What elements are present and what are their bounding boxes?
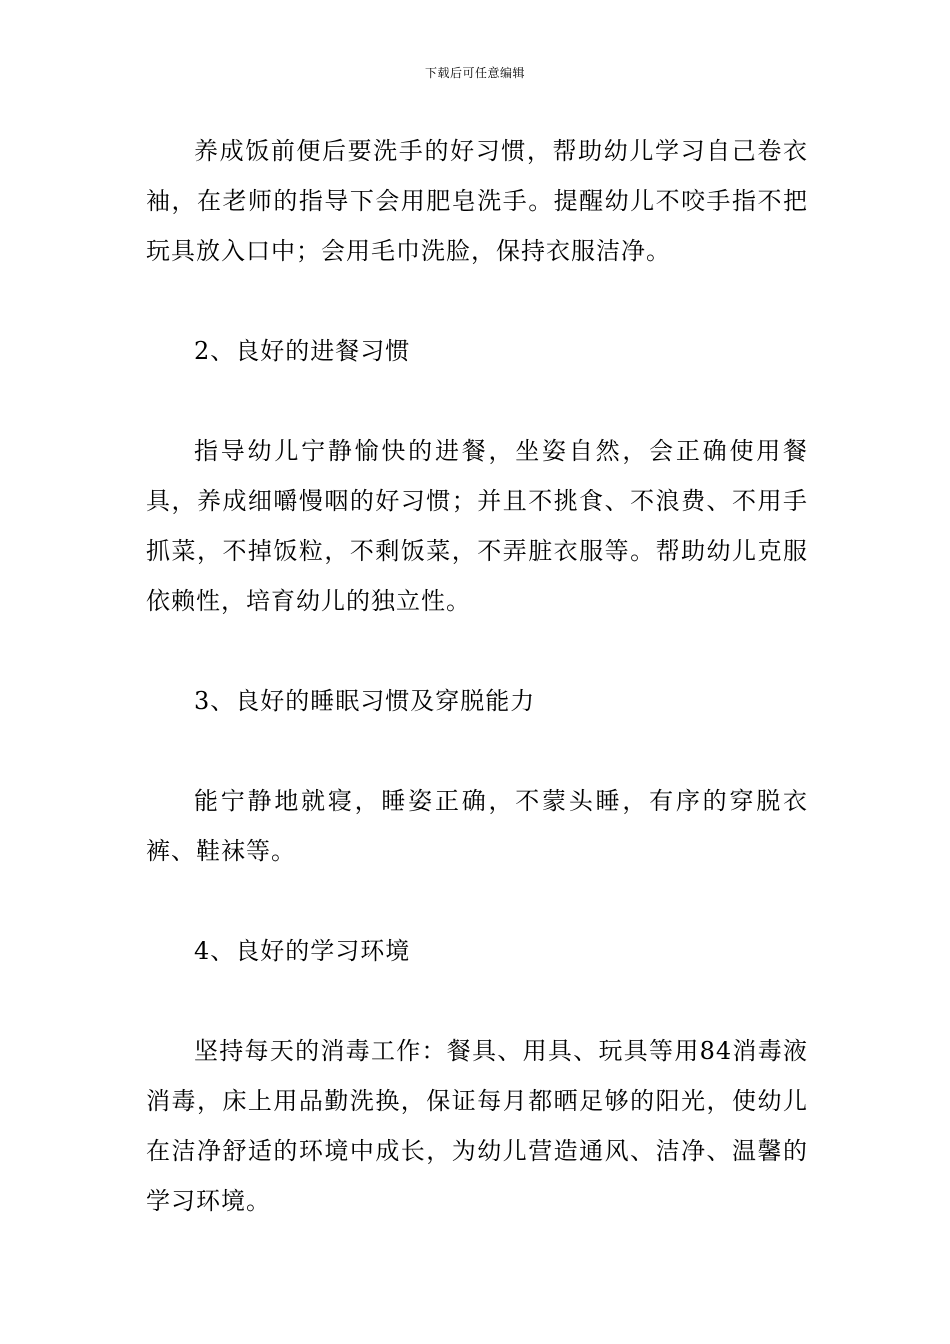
paragraph-gap [146, 876, 808, 926]
paragraph-eating-habits: 指导幼儿宁静愉快的进餐，坐姿自然，会正确使用餐具，养成细嚼慢咽的好习惯；并且不挑食、不浪费、不用手抓菜，不掉饭粒，不剩饭菜，不弄脏衣服等。帮助幼儿克服依赖性，培育幼儿的独立性。 [146, 437, 808, 615]
paragraph-sleep-habits: 能宁静地就寝，睡姿正确，不蒙头睡，有序的穿脱衣裤、鞋袜等。 [146, 787, 808, 865]
paragraph-handwashing: 养成饭前便后要洗手的好习惯，帮助幼儿学习自己卷衣袖，在老师的指导下会用肥皂洗手。提醒幼儿不咬手指不把玩具放入口中；会用毛巾洗脸，保持衣服洁净。 [146, 137, 808, 265]
paragraph-gap [146, 726, 808, 776]
paragraph-gap [146, 276, 808, 326]
heading-learning-environment: 4、良好的学习环境 [194, 937, 411, 965]
page-header: 下载后可任意编辑 [424, 66, 525, 80]
document-body [146, 126, 808, 1226]
paragraph-gap [146, 626, 808, 676]
paragraph-learning-environment: 坚持每天的消毒工作：餐具、用具、玩具等用84消毒液消毒，床上用品勤洗换，保证每月都晒足够的阳光，使幼儿在洁净舒适的环境中成长，为幼儿营造通风、洁净、温馨的学习环境。 [146, 1037, 808, 1215]
heading-eating-habits: 2、良好的进餐习惯 [194, 337, 411, 365]
paragraph-gap [146, 976, 808, 1026]
heading-sleep-habits: 3、良好的睡眠习惯及穿脱能力 [194, 687, 536, 715]
paragraph-gap [146, 376, 808, 426]
